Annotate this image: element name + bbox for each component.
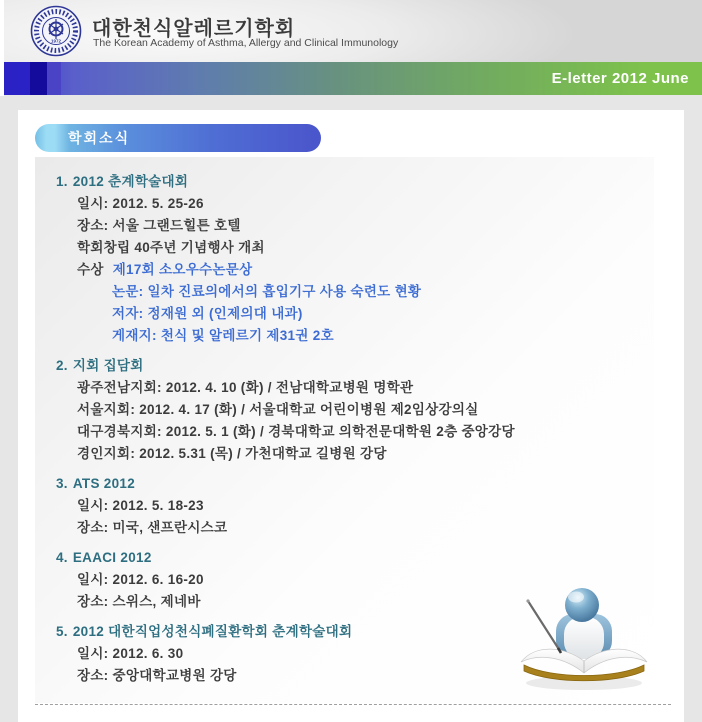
org-name-english: The Korean Academy of Asthma, Allergy and Clinical Immunology: [93, 37, 399, 49]
head-highlight: [568, 592, 584, 603]
item-number: 5.: [56, 624, 68, 639]
detail-line: 서울지회: 2012. 4. 17 (화) / 서울대학교 어린이병원 제2임상강의실: [77, 402, 479, 417]
news-item-3: [56, 473, 644, 539]
item-number: 1.: [56, 174, 68, 189]
news-item-title: [56, 473, 644, 495]
section-title-pill: [35, 124, 321, 152]
news-item-1: [56, 171, 644, 347]
award-detail-line: 논문: 일차 진료의에서의 흡입기구 사용 숙련도 현황: [112, 284, 422, 299]
detail-line: 장소: 미국, 샌프란시스코: [77, 520, 228, 535]
item-title-text: EAACI 2012: [72, 550, 152, 565]
item-number: 4.: [56, 550, 68, 565]
news-item-title: [56, 171, 644, 193]
item-number: 2.: [56, 358, 68, 373]
award-title: 제17회 소오우수논문상: [112, 262, 253, 277]
detail-line: 일시: 2012. 5. 18-23: [77, 498, 204, 513]
banner-block-navy: [30, 62, 47, 95]
detail-line: 장소: 중앙대학교병원 강당: [77, 668, 237, 683]
person-writing-illustration: [512, 582, 652, 697]
detail-line: 일시: 2012. 6. 16-20: [77, 572, 204, 587]
banner-block-blue: [4, 62, 30, 95]
award-detail-line: 저자: 정재원 외 (인제의대 내과): [112, 306, 303, 321]
banner-block-mid: [47, 62, 61, 95]
detail-line: 대구경북지회: 2012. 5. 1 (화) / 경북대학교 의학전문대학원 2층 중앙강당: [77, 424, 515, 439]
item-title-text: ATS 2012: [72, 476, 136, 491]
footer-divider: [35, 704, 671, 705]
item-title-text: 2012 춘계학술대회: [72, 174, 189, 189]
award-label: 수상: [77, 262, 104, 277]
detail-line: 광주전남지회: 2012. 4. 10 (화) / 전남대학교병원 명학관: [77, 380, 414, 395]
pencil: [528, 601, 560, 651]
award-line: [77, 259, 644, 281]
item-title-text: 지회 집담회: [72, 358, 144, 373]
detail-line: 장소: 스위스, 제네바: [77, 594, 201, 609]
news-item-title: [56, 355, 644, 377]
detail-line: 일시: 2012. 5. 25-26: [77, 196, 204, 211]
eletter-banner: [4, 62, 702, 95]
header: [4, 0, 702, 62]
detail-line: 학회창립 40주년 기념행사 개최: [77, 240, 265, 255]
detail-line: 일시: 2012. 6. 30: [77, 646, 184, 661]
item-number: 3.: [56, 476, 68, 491]
news-item-2: [56, 355, 644, 465]
eletter-issue-label: E-letter 2012 June: [551, 70, 689, 87]
detail-line: 장소: 서울 그랜드힐튼 호텔: [77, 218, 241, 233]
org-name-korean: 대한천식알레르기학회: [92, 18, 296, 40]
head: [565, 588, 599, 622]
item-title-text: 2012 대한직업성천식폐질환학회 춘계학술대회: [72, 624, 353, 639]
academy-seal-logo[interactable]: [30, 5, 82, 57]
award-detail-line: 게재지: 천식 및 알레르기 제31권 2호: [112, 328, 334, 343]
svg-text:1972: 1972: [50, 38, 62, 44]
news-item-title: [56, 547, 644, 569]
section-title: 학회소식: [68, 130, 131, 146]
pencil-top: [526, 599, 529, 602]
detail-line: 경인지회: 2012. 5.31 (목) / 가천대학교 길병원 강당: [77, 446, 387, 461]
